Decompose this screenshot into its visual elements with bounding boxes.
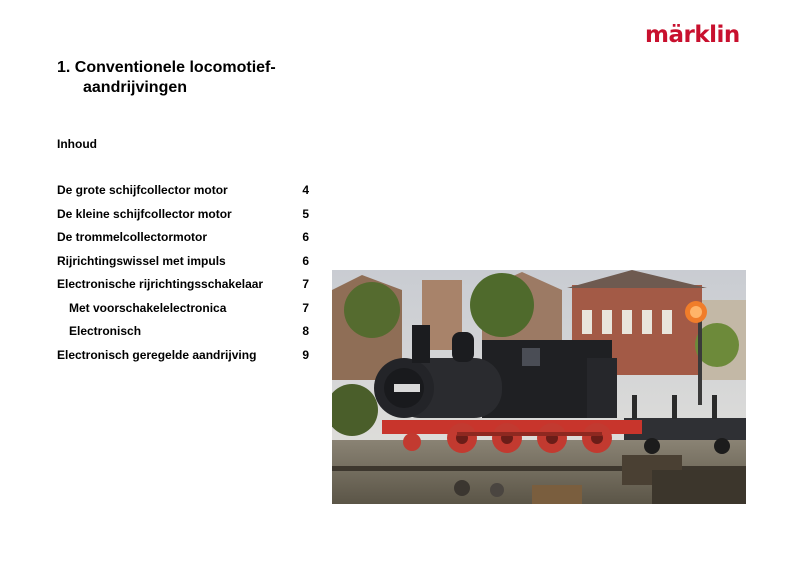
toc-entry[interactable] xyxy=(57,207,309,231)
page-title xyxy=(57,58,317,98)
toc-entry-page: 7 xyxy=(302,277,309,291)
toc-entry-label: Met voorschakelelectronica xyxy=(69,300,227,315)
toc-entry-page: 7 xyxy=(302,300,309,315)
toc-heading: Inhoud xyxy=(57,137,97,151)
marklin-logo: märklin xyxy=(645,22,740,48)
toc-entry[interactable] xyxy=(57,230,309,254)
toc-entry-label: Electronisch geregelde aandrijving xyxy=(57,347,257,362)
toc-entry-page: 6 xyxy=(302,253,309,268)
toc-entry[interactable] xyxy=(57,254,309,278)
toc-entry[interactable] xyxy=(57,277,309,301)
toc-entry-page: 9 xyxy=(302,347,309,362)
locomotive-photo xyxy=(332,270,746,504)
toc-entry-page: 5 xyxy=(302,206,309,221)
toc-subentry[interactable] xyxy=(57,324,309,348)
toc-entry-label: Electronische rijrichtingsschakelaar xyxy=(57,277,264,291)
title-line-2: aandrijvingen xyxy=(83,79,188,96)
toc-entry-page: 6 xyxy=(302,230,309,244)
toc-entry-page: 8 xyxy=(302,324,309,338)
table-of-contents xyxy=(57,183,309,371)
toc-entry-label: De trommelcollectormotor xyxy=(57,230,208,244)
toc-entry-label: De grote schijfcollector motor xyxy=(57,183,228,197)
toc-entry-label: Rijrichtingswissel met impuls xyxy=(57,253,226,268)
toc-entry[interactable] xyxy=(57,183,309,207)
toc-entry-label: Electronisch xyxy=(69,324,142,338)
toc-entry-page: 4 xyxy=(302,183,309,197)
locomotive-illustration xyxy=(332,270,746,504)
toc-entry[interactable] xyxy=(57,348,309,372)
toc-entry-label: De kleine schijfcollector motor xyxy=(57,206,232,221)
toc-subentry[interactable] xyxy=(57,301,309,325)
title-line-1: 1. Conventionele locomotief- xyxy=(57,59,276,76)
